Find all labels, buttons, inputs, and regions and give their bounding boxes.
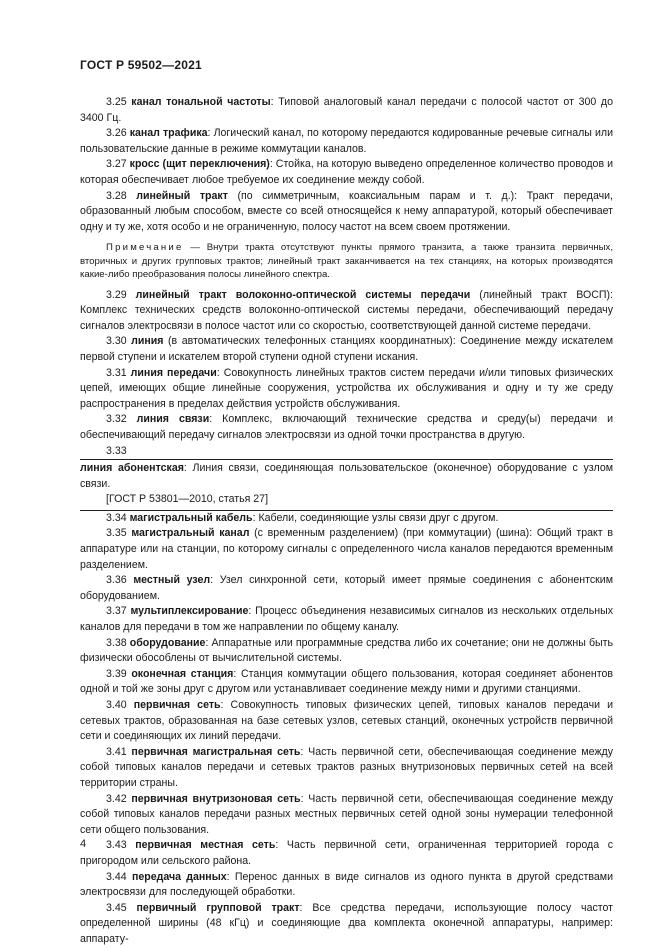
term-definition: Совокупность типовых физических цепей, типовых каналов передачи и сетевых трактов, образованная на базе сетевых узлов, сетевых станций, оконечных устройств первичной сети и соединяющих их линий передачи. [80, 699, 614, 743]
term-entry [80, 412, 613, 443]
term-number: 3.31 [106, 366, 127, 379]
term-entry [80, 604, 613, 635]
note-text: — Внутри тракта отсутствуют пункты прямого транзита, а также транзита первичных, вторичных и других групповых трактов; линейный тракт заканчивается на тех станциях, на которых производятся какие-либо преобразования полосы линейного спектра. [80, 242, 613, 281]
term-number: 3.44 [106, 870, 127, 883]
term-entry [80, 901, 613, 948]
term-entry [80, 698, 613, 745]
term-number: 3.32 [106, 413, 127, 426]
term-entry [80, 157, 613, 188]
term-name: первичная сеть [133, 699, 221, 711]
term-number: 3.25 [106, 96, 127, 108]
term-separator: : [207, 127, 214, 140]
term-definition: Все средства передачи, использующие полосу частот определенной ширины (48 кГц) и соединяющие два комплекта оконечной аппаратуры, например: аппарату- [80, 901, 613, 945]
term-name: мультиплексирование [130, 605, 249, 618]
framed-term-name: линия абонентская [80, 462, 184, 475]
term-separator: : [270, 96, 279, 108]
term-name: канал тональной частоты [131, 96, 271, 108]
term-separator: : [269, 158, 276, 171]
term-definition: Совокупность линейных трактов систем передачи и/или типовых физических цепей, имеющих общие линейные сооружения, устройства их обслуживания и одну и ту же среду распространения в пределах действия устройств обслуживания. [80, 366, 614, 410]
term-number: 3.35 [106, 527, 127, 540]
note-label: Примечание [106, 242, 184, 254]
term-number: 3.34 [106, 511, 127, 524]
framed-term [80, 459, 613, 511]
term-definition: (по симметричным, коаксиальным парам и т. д.): Тракт передачи, образованный любым способом, вместе со всей относящейся к нему аппаратурой, который обеспечивает одну и ту же, хотя особо и не ограниченную, полосу частот на всем своем протяжении. [80, 189, 613, 233]
term-number: 3.29 [106, 288, 127, 301]
term-entry [80, 526, 613, 573]
term-entry [80, 189, 613, 236]
term-name: первичная внутризоновая сеть [131, 792, 301, 805]
term-separator: : [299, 901, 313, 914]
term-name: линия связи [136, 413, 210, 426]
document-header: ГОСТ Р 59502—2021 [80, 58, 202, 72]
term-name: первичный групповой тракт [136, 901, 300, 914]
term-definition: Узел синхронной сети, который имеет прямые соединения с абонентским оборудованием. [80, 574, 614, 602]
term-number: 3.43 [106, 839, 127, 852]
term-separator [228, 190, 238, 202]
term-name: магистральный кабель [129, 511, 253, 524]
term-entry [80, 667, 613, 698]
term-separator: : [210, 574, 220, 587]
term-separator: : [248, 605, 256, 618]
term-group-2 [80, 288, 613, 444]
framed-term-sep: : [183, 462, 193, 475]
term-separator: : [252, 511, 259, 524]
term-definition: Часть первичной сети, ограниченная территорией города с пригородом или сельского района. [80, 839, 614, 867]
term-name: передача данных [131, 870, 227, 883]
term-number: 3.28 [106, 189, 127, 202]
term-group-3 [80, 511, 613, 948]
term-number: 3.42 [106, 792, 127, 805]
framed-term-reference: [ГОСТ Р 53801—2010, статья 27] [106, 493, 269, 506]
term-name: линейный тракт [136, 189, 228, 202]
term-entry [80, 792, 613, 839]
term-number: 3.39 [106, 667, 127, 680]
term-definition: Комплекс, включающий технические средства и среду(ы) передачи и обеспечивающий передачу сигналов электросвязи из одной точки пространства в другую. [80, 413, 613, 441]
term-name: магистральный канал [131, 527, 250, 540]
term-separator: : [216, 366, 224, 379]
term-name: первичная местная сеть [135, 839, 276, 852]
page-number: 4 [80, 838, 87, 850]
term-name: первичная магистральная сеть [131, 745, 301, 758]
note [80, 241, 613, 281]
term-definition: Станция коммутации общего пользования, которая соединяет абонентов одной и той же зоны друг с другом или устанавливает соединение между ними и другими станциями. [80, 667, 613, 696]
term-separator: : [300, 792, 309, 805]
term-name: линия [131, 335, 164, 348]
term-name: кросс (щит переключения) [129, 158, 270, 171]
term-name: канал трафика [129, 127, 208, 140]
framed-term-definition: Линия связи, соединяющая пользовательское (оконечное) оборудование с узлом связи. [80, 462, 614, 490]
term-definition: Кабели, соединяющие узлы связи друг с другом. [258, 511, 499, 524]
term-definition: (в автоматических телефонных станциях координатных): Соединение между искателем первой ступени и искателем второй ступени одной ступени искания. [80, 335, 613, 363]
term-separator [470, 289, 479, 301]
term-entry [80, 573, 613, 604]
term-number: 3.37 [106, 605, 127, 618]
term-definition: Аппаратные или программные средства либо их сочетание; они не должны быть физически обособлены от вычислительной системы. [80, 636, 613, 665]
term-entry [80, 838, 613, 869]
term-definition: Процесс объединения независимых сигналов из нескольких отдельных каналов для передачи в том же направлении по общему каналу. [80, 605, 613, 634]
term-entry [80, 511, 613, 527]
term-name: местный узел [133, 574, 211, 587]
term-separator: : [209, 413, 223, 426]
term-number: 3.45 [106, 901, 127, 914]
term-entry [80, 288, 613, 335]
term-separator: : [226, 870, 235, 883]
term-definition: (с временным разделением) (при коммутации) (шина): Общий тракт в аппаратуре или на станции, по которому сигналы с определенного числа каналов передаются временным разделением. [80, 527, 613, 571]
term-separator: : [205, 636, 212, 649]
term-entry [80, 334, 613, 365]
term-name: оборудование [129, 636, 206, 649]
term-entry [80, 745, 613, 792]
term-definition: Логический канал, по которому передаются кодированные речевые сигналы или пользовательские данные в режиме коммутации каналов. [80, 127, 613, 155]
term-entry [80, 126, 613, 157]
term-entry [80, 870, 613, 901]
term-entry [80, 366, 613, 413]
term-number: 3.27 [106, 158, 127, 171]
term-group-1 [80, 95, 613, 235]
term-separator: : [233, 667, 241, 680]
term-number: 3.30 [106, 335, 127, 348]
term-definition: Часть первичной сети, обеспечивающая соединение между собой типовых каналов передачи и сетевых трактов разных внутризоновых первичных сетей на всей территории страны. [80, 745, 614, 789]
term-number: 3.38 [106, 636, 127, 649]
term-definition: Часть первичной сети, обеспечивающая соединение между собой типовых каналов передачи разных местных первичных сетей одной зоны нумерации телефонной сети общего пользования. [80, 792, 613, 836]
term-definition: (линейный тракт ВОСП): Комплекс технических средств волоконно-оптической системы передачи, обеспечивающий передачу сигналов электросвязи в полосе частот или со скоростью, соответствующей данной системе передачи. [80, 288, 613, 332]
term-separator: : [275, 839, 287, 852]
term-number: 3.36 [106, 574, 127, 587]
term-name: линейный тракт волоконно-оптической системы передачи [135, 288, 471, 301]
term-number: 3.41 [106, 745, 127, 758]
term-entry [80, 95, 613, 126]
term-number: 3.40 [106, 699, 127, 711]
term-entry [80, 636, 613, 667]
term-definition: Перенос данных в виде сигналов из одного пункта в другой средствами электросвязи для последующей обработки. [80, 870, 614, 899]
term-name: линия передачи [130, 366, 217, 379]
term-separator: : [300, 745, 309, 758]
term-name: оконечная станция [131, 667, 234, 680]
term-definition: Стойка, на которую выведено определенное количество проводов и которая обеспечивает любое требуемое их соединение между собой. [80, 158, 613, 186]
framed-term-number: 3.33 [106, 444, 127, 457]
term-number: 3.26 [106, 127, 127, 140]
document-body [80, 95, 613, 948]
term-definition: Типовой аналоговый канал передачи с полосой частот от 300 до 3400 Гц. [80, 96, 614, 124]
term-separator: : [220, 699, 231, 711]
